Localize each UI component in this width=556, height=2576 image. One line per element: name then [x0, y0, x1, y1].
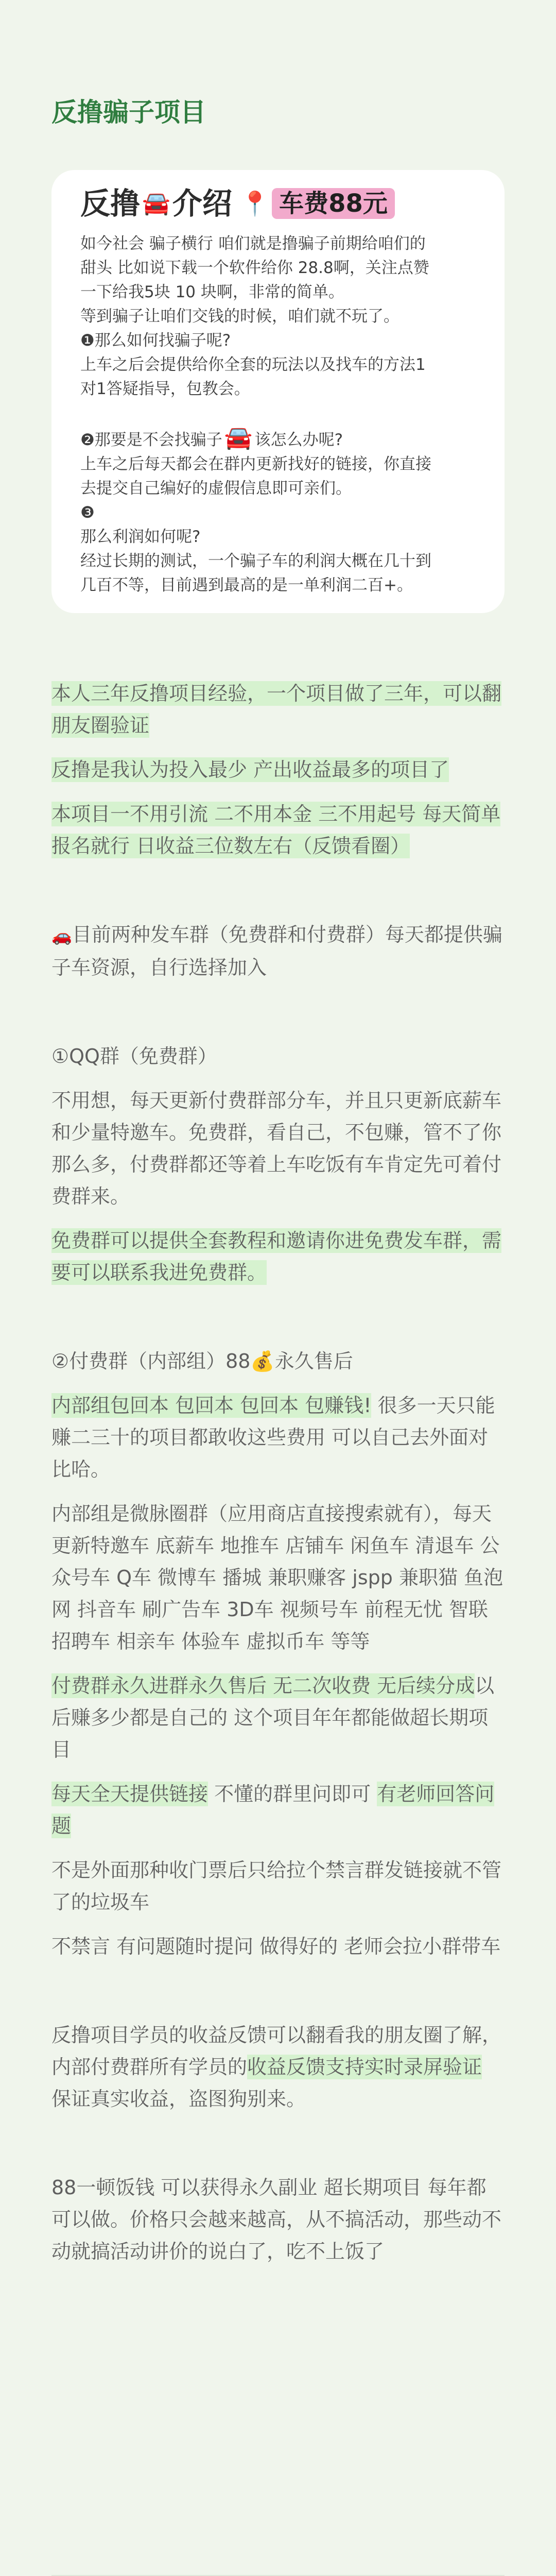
card-question-1: ❶那么如何找骗子呢?: [80, 331, 231, 350]
paragraph: [51, 1778, 505, 1842]
price-badge: 车费88元: [272, 188, 395, 219]
paragraph-text: 以后赚多少都是自己的 这个项目年年都能做超长期项目: [51, 1674, 495, 1761]
card-line: 上车之后每天都会在群内更新找好的链接，你直接: [80, 455, 431, 473]
highlight: 内部组包回本 包回本 包回本 包赚钱!: [51, 1394, 372, 1417]
highlight: 付费群永久进群永久售后 无二次收费 无后续分成: [51, 1674, 475, 1697]
highlight: 免费群可以提供全套教程和邀请你进免费发车群，需要可以联系我进免费群。: [51, 1229, 502, 1284]
paragraph: 不是外面那种收门票后只给拉个禁言群发链接就不管了的垃圾车: [51, 1859, 502, 1913]
location-pin-icon: 📍: [240, 190, 270, 217]
highlight: 本项目一不用引流 二不用本金 三不用起号 每天简单报名就行 日收益三位数左右（反馈看圈）: [51, 803, 501, 857]
car-icon: 🚘: [142, 190, 170, 216]
card-line: 上车之后会提供给你全套的玩法以及找车的方法1: [80, 355, 426, 374]
paragraph: [51, 1670, 505, 1766]
card-line: 等到骗子让咱们交钱的时候，咱们就不玩了。: [80, 307, 399, 326]
spacer: [51, 874, 505, 919]
card-line: 如今社会 骗子横行 咱们就是撸骗子前期给咱们的: [80, 234, 426, 253]
card-line: 甜头 比如说下载一个软件给你 28.8啊，关注点赞: [80, 259, 429, 277]
paragraph: [51, 1225, 505, 1289]
card-question-3-number: ❸: [80, 503, 95, 522]
card-title-suffix: 介绍: [172, 186, 232, 221]
paragraph: [51, 677, 505, 741]
spacer: [51, 996, 505, 1040]
highlight: 收益反馈支持实时录屏验证: [247, 2056, 482, 2078]
intro-card: [51, 170, 505, 613]
paragraph: [51, 919, 505, 984]
paragraph: 不禁言 有问题随时提问 做得好的 老师会拉小群带车: [51, 1935, 501, 1958]
paragraph: 内部组是微脉圈群（应用商店直接搜索就有），每天更新特邀车 底薪车 地推车 店铺车 闲鱼车 清退车 公众号车 Q车 微博车 播城 兼职赚客 jspp 兼职猫 鱼泡网 抖音车 刷广告车 3D车 视频号车 前程无忧 智联招聘车 相亲车 体验车 虚拟币车 等等: [51, 1502, 503, 1653]
paragraph-text: 很多一天只能赚二三十的项目都敢收这些费用 可以自己去外面对比哈。: [51, 1394, 495, 1481]
card-body: [80, 232, 474, 598]
paragraph-text: 保证真实收益，盗图狗别来。: [51, 2088, 306, 2110]
paragraph: 88一顿饭钱 可以获得永久副业 超长期项目 每年都可以做。价格只会越来越高，从不搞活动，那些动不动就搞活动讲价的说白了，吃不上饭了: [51, 2176, 502, 2263]
card-gap: [80, 401, 474, 426]
card-q2-suffix: 该怎么办呢?: [254, 431, 343, 449]
car-icon: 🚘: [224, 425, 253, 451]
card-line: 去提交自己编好的虚假信息即可亲们。: [80, 479, 352, 498]
page-title: 反撸骗子项目: [51, 97, 206, 127]
card-line: 对1答疑指导，包教会。: [80, 380, 250, 398]
heading-text: 永久售后: [274, 1350, 353, 1372]
spacer: [51, 2127, 505, 2172]
paragraph: [51, 1389, 505, 1485]
paragraph-text: 反撸项目学员的收益反馈可以翻看我的朋友圈了解，内部付费群所有学员的: [51, 2024, 502, 2078]
note-content: [51, 677, 505, 2280]
card-line: 经过长期的测试，一个骗子车的利润大概在几十到: [80, 552, 431, 570]
spacer: [51, 1975, 505, 2019]
highlight: 有老师回答问题: [51, 1783, 495, 1837]
paragraph-text: 目前两种发车群（免费群和付费群）每天都提供骗子车资源，自行选择加入: [51, 923, 502, 979]
paragraph: [51, 798, 505, 862]
paragraph-text: 不懂的群里问即可: [208, 1783, 377, 1805]
spacer: [51, 1301, 505, 1345]
paragraph: 不用想，每天更新付费群部分车，并且只更新底薪车和少量特邀车。免费群，看自己，不包赚，管不了你那么多，付费群都还等着上车吃饭有车肯定先可着付费群来。: [51, 1089, 502, 1208]
money-bag-icon: 💰: [250, 1350, 275, 1372]
card-title-prefix: 反撸: [80, 186, 141, 221]
card-question-2: [80, 426, 474, 452]
paid-group-heading: [51, 1345, 505, 1377]
highlight: 每天全天提供链接: [51, 1783, 208, 1805]
highlight: 反撸是我认为投入最少 产出收益最多的项目了: [51, 758, 449, 781]
qq-group-heading: ①QQ群（免费群）: [51, 1045, 217, 1067]
card-q2-prefix: ❷那要是不会找骗子: [80, 431, 222, 449]
paragraph: [51, 2019, 505, 2115]
card-question-3: 那么利润如何呢?: [80, 528, 201, 546]
car-icon: 🚗: [51, 926, 72, 945]
card-line: 一下给我5块 10 块啊，非常的简单。: [80, 283, 344, 301]
highlight: 本人三年反撸项目经验，一个项目做了三年，可以翻朋友圈验证: [51, 682, 502, 737]
card-line: 几百不等，目前遇到最高的是一单利润二百+。: [80, 576, 413, 595]
heading-text: ②付费群（内部组）88: [51, 1350, 251, 1372]
paragraph: [51, 754, 505, 786]
card-title: [80, 175, 474, 232]
